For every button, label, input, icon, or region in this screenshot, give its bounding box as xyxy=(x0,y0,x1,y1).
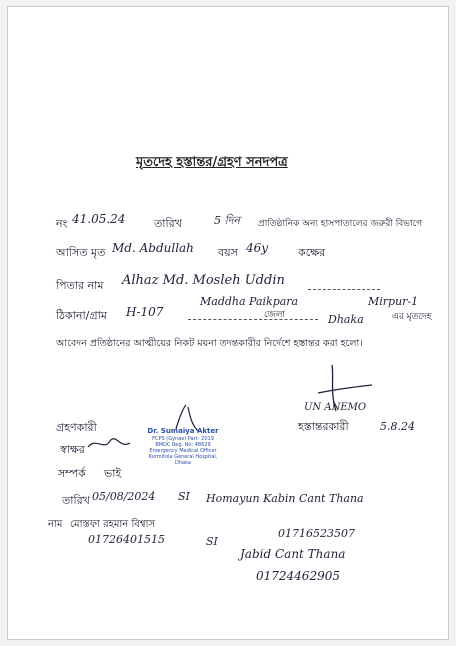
stamp-line: Kurmitola General Hospital, Dhaka xyxy=(148,454,218,466)
officer2-phone: 01724462905 xyxy=(256,569,340,583)
officer1-prefix: SI xyxy=(178,490,190,503)
receiver-name-label: নাম xyxy=(48,519,63,530)
handover-statement: আবেদন প্রতিষ্ঠানের আত্মীয়ের নিকট ময়না তদন্তকারীর নির্দেশে হস্তান্তর করা হলো। xyxy=(56,338,363,349)
receiver-signature-mark xyxy=(86,431,132,455)
date-label: তারিখ xyxy=(154,217,182,230)
officer1-name: Homayun Kabin Cant Thana xyxy=(206,492,364,505)
doctor-stamp xyxy=(140,427,226,466)
address-district: Dhaka xyxy=(328,313,364,326)
receiver-name: মোস্তফা রহমান বিশ্বাস xyxy=(70,519,156,530)
document-title: মৃতদেহ হস্তান্তর/গ্রহণ সনদপত্র xyxy=(136,155,288,170)
stamp-line: FCPS (Gynae) Part- 2019 xyxy=(152,436,214,442)
address-suffix: এর মৃতদেহ xyxy=(392,312,432,322)
officer2-name: Jabid Cant Thana xyxy=(240,547,346,561)
stamp-name: Dr. Sumaiya Akter xyxy=(147,427,219,435)
handover-date: 5.8.24 xyxy=(380,420,415,433)
receiver-date-label: তারিখ xyxy=(62,494,90,507)
receiver-date: 05/08/2024 xyxy=(92,490,156,503)
stamp-line: BMDC Reg. No: 48629 xyxy=(155,442,211,448)
father-name: Alhaz Md. Mosleh Uddin xyxy=(122,273,285,288)
ref-suffix: প্রাতিষ্ঠানিক অন্য হাসপাতালের জরুরী বিভাগে xyxy=(258,219,423,229)
deceased-name: Md. Abdullah xyxy=(112,241,194,255)
receiver-phone: 01726401515 xyxy=(88,533,165,546)
dotted-line xyxy=(188,319,318,320)
certificate-sheet xyxy=(7,6,449,640)
deceased-prefix: আসিত মৃত xyxy=(56,246,106,259)
relation-label: সম্পর্ক xyxy=(58,467,86,480)
ref-prefix: নং xyxy=(56,217,68,230)
address-label: ঠিকানা/গ্রাম xyxy=(56,309,107,322)
receiver-sign-label: স্বাক্ষর xyxy=(60,443,85,456)
dotted-line xyxy=(308,289,380,290)
father-label: পিতার নাম xyxy=(56,279,104,292)
address-city: Mirpur-1 xyxy=(368,295,419,308)
district-label: জেলা xyxy=(264,310,286,320)
age-label: বয়স xyxy=(218,246,238,259)
officer1-phone: 01716523507 xyxy=(278,527,355,540)
stamp-line: Emergency Medical Officer xyxy=(149,448,217,454)
address-house: H-107 xyxy=(126,305,164,319)
receiver-label: গ্রহণকারী xyxy=(56,421,97,434)
ref-number: 41.05.24 xyxy=(72,212,126,226)
handover-signature: UN ANEMO xyxy=(304,402,367,413)
age-value: 46y xyxy=(246,241,269,255)
relation-value: ভাই xyxy=(104,467,122,480)
ward-label: কক্ষের xyxy=(298,246,326,259)
officer2-prefix: SI xyxy=(206,535,218,548)
address-area: Maddha Paikpara xyxy=(200,295,299,308)
date-value: 5 দিন xyxy=(214,214,240,227)
handover-role: হস্তান্তরকারী xyxy=(298,420,349,433)
